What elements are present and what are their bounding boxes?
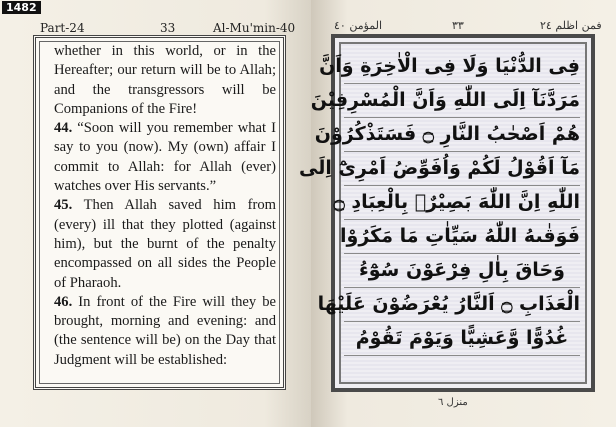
- paragraph-intro: whether in this world, or in the Hereafter; our return will be to Allah; and the transgressors will be Companions of the Fire!: [54, 43, 276, 117]
- arabic-line: وَحَاقَ بِاٰلِ فِرْعَوْنَ سُوْٓءُ: [344, 254, 580, 288]
- scan-page-tag: 1482: [2, 1, 41, 14]
- right-page-number: ٣٣: [452, 19, 464, 32]
- translation-text: [54, 42, 276, 370]
- arabic-line: الْعَذَابِ ۝ اَلنَّارُ يُعْرَضُوْنَ عَلَيْهَا: [344, 288, 580, 322]
- arabic-line: فَوَقٰىهُ اللّٰهُ سَيِّاٰتِ مَا مَكَرُوْا: [344, 220, 580, 254]
- arabic-line: مَرَدَّنَآ اِلَى اللّٰهِ وَاَنَّ الْمُسْرِفِيْنَ: [344, 84, 580, 118]
- arabic-line: هُمْ اَصْحٰبُ النَّارِ ۝ فَسَتَذْكُرُوْنَ: [344, 118, 580, 152]
- arabic-juz-header: فمن اظلم ٢٤: [540, 19, 602, 32]
- arabic-text: [298, 50, 580, 356]
- arabic-line: فِى الدُّنْيَا وَلَا فِى الْاٰخِرَةِ وَاَنَّ: [344, 50, 580, 84]
- part-header: Part-24: [40, 21, 85, 35]
- arabic-line: اللّٰهِ اِنَّ اللّٰهَ بَصِيْرٌۢ بِالْعِبَادِ ۝: [344, 186, 580, 220]
- arabic-line: مَآ اَقُوْلُ لَكُمْ وَاُفَوِّضُ اَمْرِىْٓ اِلَى: [344, 152, 580, 186]
- manzil-footer: منزل ٦: [438, 397, 468, 408]
- paragraph-45: 45. Then Allah saved him from (every) ill that they plotted (against him), but the burnt of the penalty encompassed on all sides the People of Pharaoh.: [54, 197, 276, 291]
- surah-header: Al-Mu'min-40: [213, 21, 296, 35]
- arabic-surah-header: المؤمن ٤٠: [334, 19, 383, 32]
- paragraph-46: 46. In front of the Fire will they be brought, morning and evening: and (the sentence will be) on the Day that Judgment will be established:: [54, 293, 276, 368]
- left-page-number: 33: [160, 21, 176, 35]
- arabic-line: غُدُوًّا وَّعَشِيًّا وَيَوْمَ تَقُوْمُ: [344, 322, 580, 356]
- paragraph-44: 44. “Soon will you remember what I say to you (now). My (own) affair I commit to Allah: for Allah (ever) watches over His servants.”: [54, 120, 276, 195]
